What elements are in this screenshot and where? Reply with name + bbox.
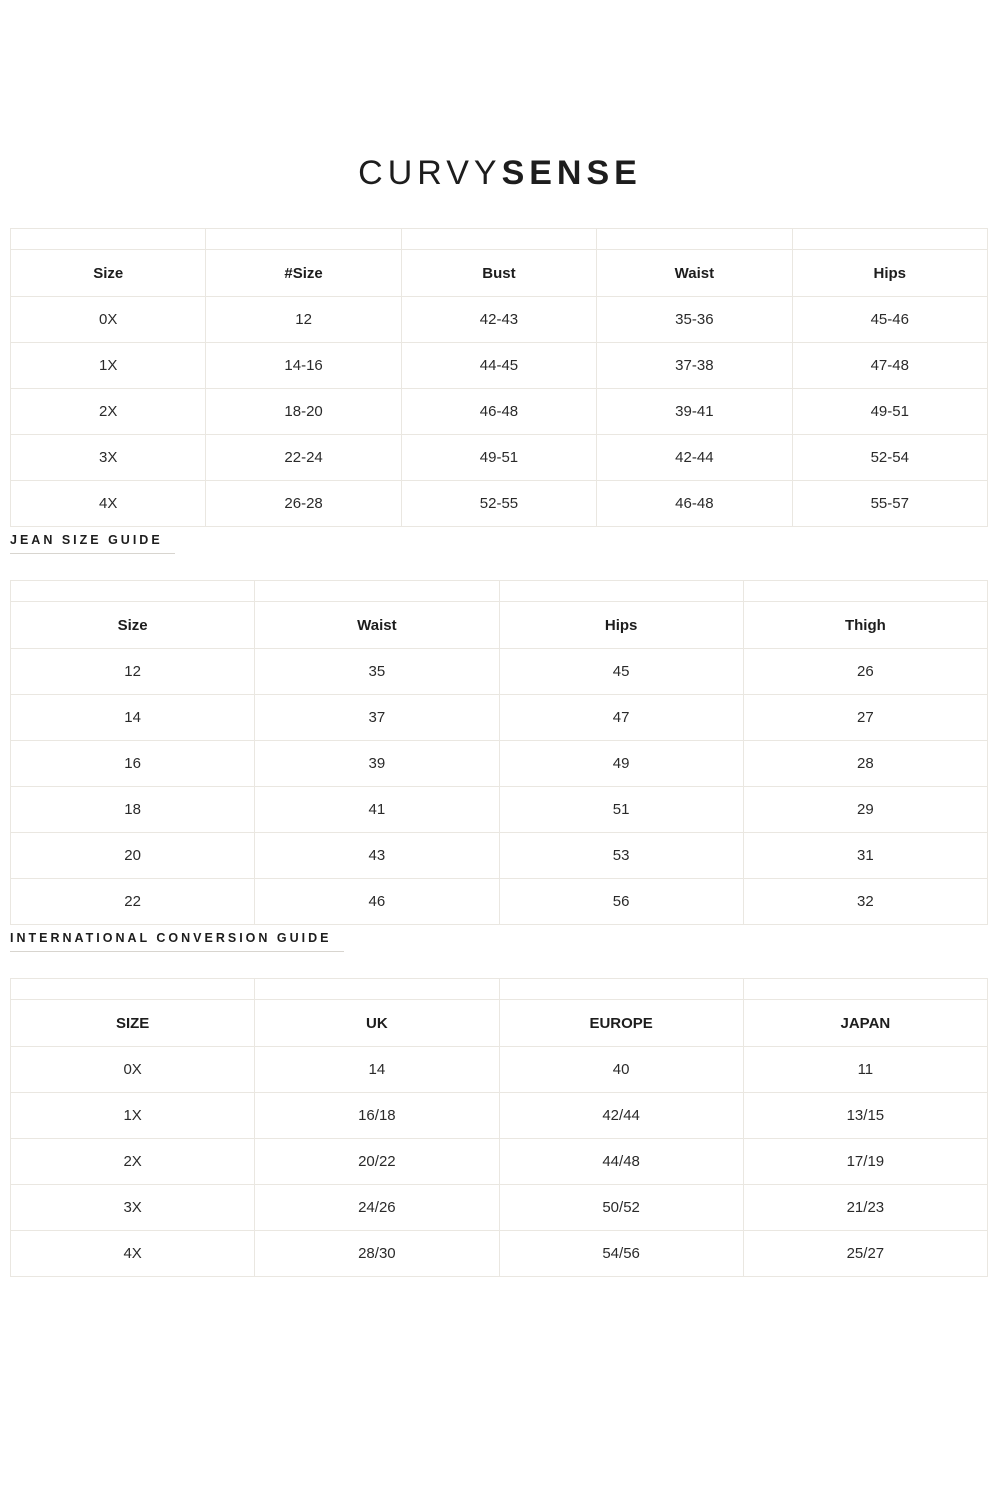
table-cell: 44-45 — [401, 343, 596, 389]
table-cell: 42/44 — [499, 1093, 743, 1139]
table-cell: 29 — [743, 787, 987, 833]
spacer-cell — [255, 581, 499, 602]
column-header: SIZE — [11, 1000, 255, 1047]
table-cell: 24/26 — [255, 1185, 499, 1231]
table-cell: 40 — [499, 1047, 743, 1093]
table-cell: 55-57 — [792, 481, 987, 527]
table-cell: 46-48 — [401, 389, 596, 435]
international-conversion-guide-heading: INTERNATIONAL CONVERSION GUIDE — [10, 931, 344, 952]
table-cell: 42-43 — [401, 297, 596, 343]
brand-logo — [0, 0, 1000, 193]
table-row — [11, 649, 988, 695]
table-cell: 20 — [11, 833, 255, 879]
table-cell: 56 — [499, 879, 743, 925]
column-header: Waist — [255, 602, 499, 649]
table-cell: 28/30 — [255, 1231, 499, 1277]
table-cell: 28 — [743, 741, 987, 787]
column-header: #Size — [206, 250, 401, 297]
spacer-cell — [499, 979, 743, 1000]
table-cell: 18-20 — [206, 389, 401, 435]
brand-logo-curvy: CURVY — [358, 154, 502, 192]
table-cell: 16 — [11, 741, 255, 787]
table-row — [11, 741, 988, 787]
header-row — [11, 1000, 988, 1047]
table-cell: 3X — [11, 1185, 255, 1231]
table-cell: 13/15 — [743, 1093, 987, 1139]
table-cell: 2X — [11, 1139, 255, 1185]
table-cell: 49 — [499, 741, 743, 787]
table-row — [11, 833, 988, 879]
table-row — [11, 1231, 988, 1277]
column-header: Size — [11, 250, 206, 297]
header-row — [11, 602, 988, 649]
spacer-cell — [11, 581, 255, 602]
brand-logo-sense: SENSE — [501, 154, 642, 192]
table-cell: 4X — [11, 1231, 255, 1277]
table-cell: 41 — [255, 787, 499, 833]
table-row — [11, 389, 988, 435]
table-cell: 39-41 — [597, 389, 792, 435]
column-header: Waist — [597, 250, 792, 297]
table-cell: 26-28 — [206, 481, 401, 527]
international-conversion-guide-table — [10, 978, 988, 1277]
table-cell: 0X — [11, 297, 206, 343]
table-cell: 46-48 — [597, 481, 792, 527]
table-row — [11, 1139, 988, 1185]
table-cell: 12 — [206, 297, 401, 343]
column-header: Size — [11, 602, 255, 649]
table-row — [11, 879, 988, 925]
table-cell: 14 — [255, 1047, 499, 1093]
table-cell: 49-51 — [401, 435, 596, 481]
column-header: EUROPE — [499, 1000, 743, 1047]
table-cell: 22-24 — [206, 435, 401, 481]
table-cell: 44/48 — [499, 1139, 743, 1185]
table-cell: 21/23 — [743, 1185, 987, 1231]
table-cell: 50/52 — [499, 1185, 743, 1231]
spacer-cell — [792, 229, 987, 250]
table-cell: 39 — [255, 741, 499, 787]
table-row — [11, 1093, 988, 1139]
spacer-cell — [743, 979, 987, 1000]
column-header: UK — [255, 1000, 499, 1047]
table-cell: 20/22 — [255, 1139, 499, 1185]
table-cell: 43 — [255, 833, 499, 879]
table-row — [11, 343, 988, 389]
spacer-cell — [743, 581, 987, 602]
header-row — [11, 250, 988, 297]
table-row — [11, 1185, 988, 1231]
table-cell: 53 — [499, 833, 743, 879]
table-cell: 1X — [11, 1093, 255, 1139]
spacer-cell — [597, 229, 792, 250]
column-header: Hips — [792, 250, 987, 297]
table-cell: 3X — [11, 435, 206, 481]
table-cell: 14-16 — [206, 343, 401, 389]
table-cell: 47-48 — [792, 343, 987, 389]
table-cell: 35-36 — [597, 297, 792, 343]
column-header: JAPAN — [743, 1000, 987, 1047]
table-cell: 45 — [499, 649, 743, 695]
spacer-cell — [11, 229, 206, 250]
spacer-cell — [401, 229, 596, 250]
spacer-row — [11, 581, 988, 602]
table-cell: 37-38 — [597, 343, 792, 389]
table-cell: 51 — [499, 787, 743, 833]
spacer-cell — [11, 979, 255, 1000]
table-cell: 45-46 — [792, 297, 987, 343]
table-cell: 26 — [743, 649, 987, 695]
table-cell: 25/27 — [743, 1231, 987, 1277]
table-cell: 4X — [11, 481, 206, 527]
table-cell: 37 — [255, 695, 499, 741]
table-cell: 42-44 — [597, 435, 792, 481]
table-row — [11, 435, 988, 481]
table-cell: 52-54 — [792, 435, 987, 481]
table-cell: 14 — [11, 695, 255, 741]
table-cell: 2X — [11, 389, 206, 435]
table-cell: 32 — [743, 879, 987, 925]
table-cell: 47 — [499, 695, 743, 741]
column-header: Thigh — [743, 602, 987, 649]
table-cell: 0X — [11, 1047, 255, 1093]
table-cell: 35 — [255, 649, 499, 695]
table-cell: 22 — [11, 879, 255, 925]
spacer-cell — [206, 229, 401, 250]
table-cell: 16/18 — [255, 1093, 499, 1139]
table-row — [11, 297, 988, 343]
jean-size-guide-table — [10, 580, 988, 925]
size-guide-table — [10, 228, 988, 527]
column-header: Hips — [499, 602, 743, 649]
table-row — [11, 481, 988, 527]
table-cell: 27 — [743, 695, 987, 741]
table-cell: 11 — [743, 1047, 987, 1093]
table-row — [11, 1047, 988, 1093]
table-cell: 54/56 — [499, 1231, 743, 1277]
table-cell: 18 — [11, 787, 255, 833]
table-row — [11, 787, 988, 833]
table-cell: 17/19 — [743, 1139, 987, 1185]
table-cell: 31 — [743, 833, 987, 879]
jean-size-guide-heading: JEAN SIZE GUIDE — [10, 533, 175, 554]
spacer-cell — [255, 979, 499, 1000]
spacer-row — [11, 979, 988, 1000]
table-cell: 49-51 — [792, 389, 987, 435]
spacer-cell — [499, 581, 743, 602]
spacer-row — [11, 229, 988, 250]
table-row — [11, 695, 988, 741]
column-header: Bust — [401, 250, 596, 297]
table-cell: 12 — [11, 649, 255, 695]
table-cell: 52-55 — [401, 481, 596, 527]
table-cell: 46 — [255, 879, 499, 925]
table-cell: 1X — [11, 343, 206, 389]
